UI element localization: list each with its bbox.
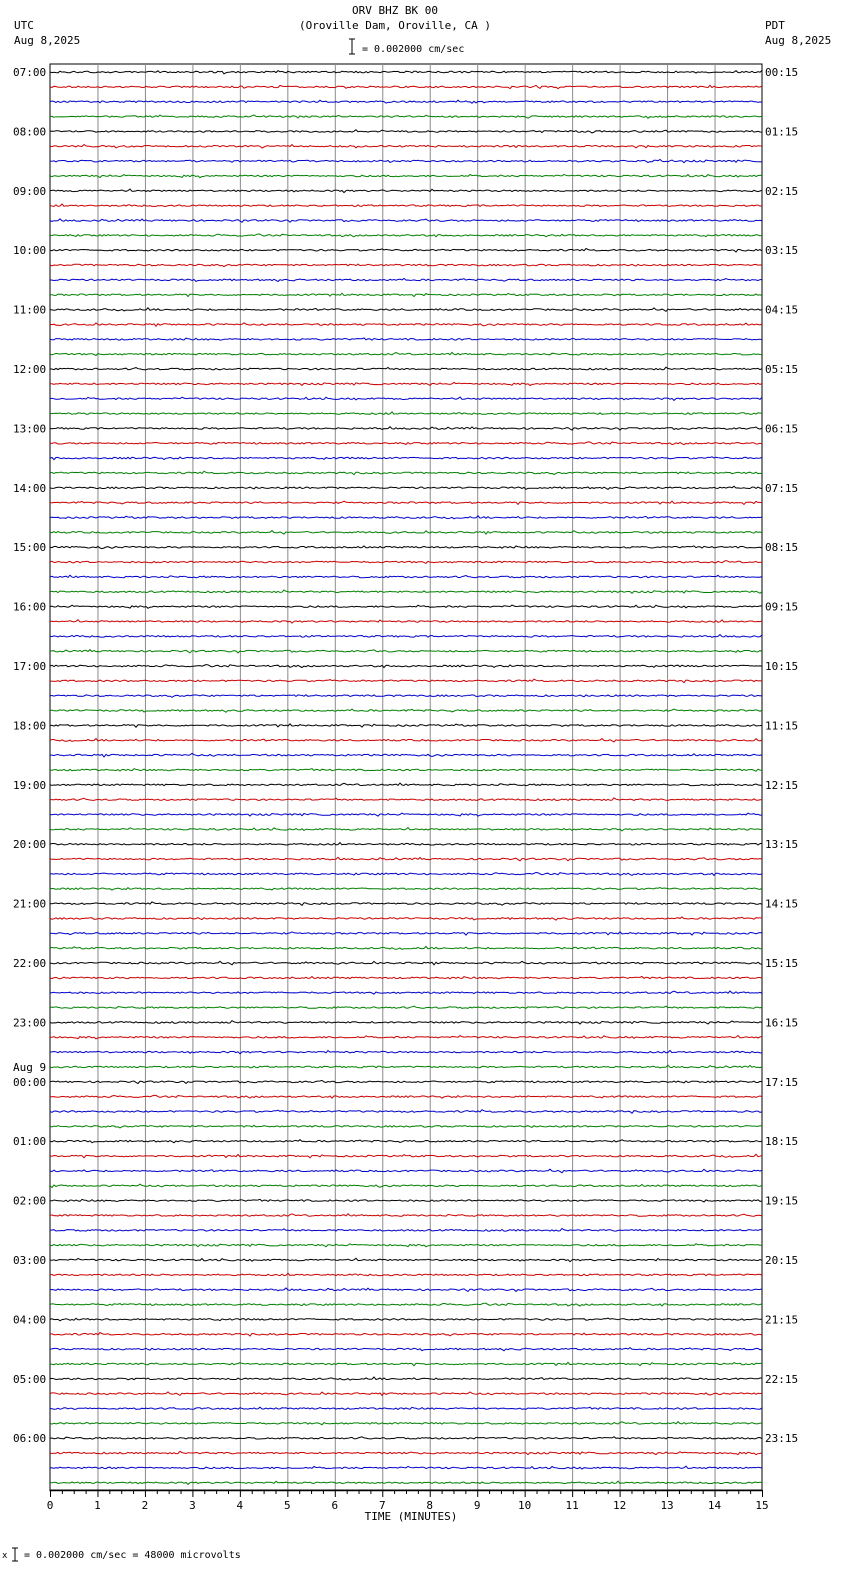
seismic-trace — [50, 204, 762, 207]
seismic-trace — [50, 873, 762, 876]
seismic-trace — [50, 308, 762, 312]
seismic-trace — [50, 946, 762, 949]
seismic-trace — [50, 516, 762, 519]
seismic-trace — [50, 1229, 762, 1232]
pdt-hour-label: 03:15 — [765, 244, 799, 258]
left-timezone: UTC — [14, 19, 34, 32]
seismic-trace — [50, 546, 762, 549]
seismic-trace — [50, 1481, 762, 1484]
scale-text: = 0.002000 cm/sec — [362, 44, 465, 55]
seismic-trace — [50, 1110, 762, 1114]
seismic-trace — [50, 115, 762, 118]
seismic-trace — [50, 857, 762, 861]
utc-hour-label: 19:00 — [13, 778, 47, 792]
x-tick-label: 9 — [473, 1499, 481, 1512]
x-tick-label: 11 — [565, 1499, 579, 1512]
seismic-traces — [50, 70, 762, 1484]
utc-hour-label: 04:00 — [13, 1313, 47, 1327]
seismic-trace — [50, 798, 762, 801]
seismic-trace — [50, 471, 762, 475]
seismic-trace — [50, 695, 762, 698]
seismic-trace — [50, 1006, 762, 1008]
seismic-trace — [50, 1362, 762, 1365]
x-tick-label: 2 — [141, 1499, 149, 1512]
seismic-trace — [50, 561, 762, 564]
pdt-hour-label: 07:15 — [765, 481, 799, 495]
utc-hour-label: 05:00 — [13, 1372, 47, 1386]
seismic-trace — [50, 501, 762, 504]
seismic-trace — [50, 427, 762, 430]
seismic-trace — [50, 1407, 762, 1409]
pdt-hour-label: 05:15 — [765, 363, 799, 376]
pdt-hour-label: 14:15 — [765, 897, 799, 911]
pdt-hour-label: 18:15 — [765, 1135, 799, 1149]
seismic-trace — [50, 739, 762, 743]
seismic-trace — [50, 1184, 762, 1187]
seismic-trace — [50, 605, 762, 608]
pdt-hour-label: 10:15 — [765, 660, 799, 673]
pdt-hour-label: 04:15 — [765, 303, 799, 317]
seismic-trace — [50, 1140, 762, 1143]
seismic-trace — [50, 174, 762, 177]
seismic-trace — [50, 1051, 762, 1054]
utc-hour-label: 00:00 — [13, 1075, 47, 1089]
seismic-trace — [50, 189, 762, 192]
seismic-trace — [50, 813, 762, 816]
seismic-trace — [50, 650, 762, 653]
seismic-trace — [50, 100, 762, 103]
seismic-trace — [50, 665, 762, 668]
x-tick-label: 1 — [94, 1499, 101, 1512]
seismic-trace — [50, 709, 762, 712]
x-tick-label: 5 — [284, 1499, 291, 1512]
seismic-trace — [50, 1214, 762, 1217]
seismic-trace — [50, 293, 762, 296]
x-tick-label: 3 — [189, 1499, 196, 1512]
x-axis-title: TIME (MINUTES) — [364, 1510, 458, 1523]
pdt-hour-label: 02:15 — [765, 184, 799, 198]
seismic-trace — [50, 1244, 762, 1247]
seismic-trace — [50, 1437, 762, 1439]
utc-hour-label: 15:00 — [13, 541, 47, 555]
seismic-trace — [50, 977, 762, 979]
seismic-trace — [50, 828, 762, 831]
x-tick-label: 10 — [518, 1499, 532, 1512]
x-tick-label: 14 — [707, 1499, 722, 1512]
seismic-trace — [50, 679, 762, 683]
seismic-trace — [50, 1288, 762, 1291]
pdt-hour-label: 13:15 — [765, 838, 799, 852]
seismic-trace — [50, 249, 762, 253]
pdt-hour-label: 21:15 — [765, 1313, 799, 1327]
pdt-hour-label: 12:15 — [765, 778, 799, 792]
seismic-trace — [50, 1258, 762, 1261]
seismic-trace — [50, 991, 762, 994]
seismic-trace — [50, 338, 762, 340]
seismic-trace — [50, 1065, 762, 1068]
seismic-trace — [50, 397, 762, 400]
footer-scale-text: = 0.002000 cm/sec = 48000 microvolts — [24, 1550, 241, 1561]
utc-hour-label: 10:00 — [13, 244, 47, 258]
footer-marker: x — [2, 1551, 8, 1561]
seismic-trace — [50, 442, 762, 445]
seismic-trace — [50, 130, 762, 133]
right-timezone: PDT — [765, 19, 785, 32]
utc-hour-label: 17:00 — [13, 660, 47, 673]
station-title: ORV BHZ BK 00 — [351, 4, 439, 17]
utc-hour-label: 13:00 — [13, 422, 47, 436]
seismic-trace — [50, 412, 762, 415]
plot-frame — [50, 64, 762, 1491]
left-date: Aug 8,2025 — [14, 34, 81, 47]
seismic-trace — [50, 352, 762, 355]
seismic-trace — [50, 783, 762, 786]
seismic-trace — [50, 769, 762, 772]
pdt-hour-label: 11:15 — [765, 719, 799, 733]
seismic-trace — [50, 724, 762, 727]
pdt-hour-label: 15:15 — [765, 957, 799, 970]
seismic-trace — [50, 145, 762, 149]
seismic-trace — [50, 1036, 762, 1039]
seismic-trace — [50, 70, 762, 73]
x-tick-label: 0 — [46, 1499, 54, 1512]
seismic-trace — [50, 383, 762, 386]
date-change-label: Aug 9 — [13, 1060, 47, 1074]
station-location: (Oroville Dam, Oroville, CA ) — [298, 19, 492, 32]
utc-hour-label: 14:00 — [13, 481, 47, 495]
pdt-hour-label: 01:15 — [765, 125, 799, 139]
seismic-trace — [50, 531, 762, 535]
x-tick-label: 7 — [378, 1499, 386, 1512]
utc-hour-label: 22:00 — [13, 957, 47, 970]
seismic-trace — [50, 1348, 762, 1351]
seismic-trace — [50, 1273, 762, 1276]
seismic-trace — [50, 278, 762, 281]
pdt-hour-label: 19:15 — [765, 1194, 799, 1208]
utc-hour-label: 12:00 — [13, 363, 47, 376]
pdt-hour-label: 00:15 — [765, 66, 799, 79]
seismic-trace — [50, 961, 762, 965]
x-tick-label: 6 — [331, 1499, 339, 1512]
seismic-trace — [50, 234, 762, 237]
seismic-trace — [50, 590, 762, 593]
seismic-trace — [50, 1080, 762, 1083]
seismic-trace — [50, 486, 762, 489]
seismic-trace — [50, 843, 762, 846]
pdt-hour-label: 20:15 — [765, 1254, 799, 1267]
seismic-trace — [50, 1021, 762, 1024]
utc-hour-label: 11:00 — [13, 303, 47, 317]
seismic-trace — [50, 888, 762, 891]
seismic-trace — [50, 1154, 762, 1158]
seismic-trace — [50, 264, 762, 267]
seismic-trace — [50, 323, 762, 326]
seismic-trace — [50, 917, 762, 920]
seismic-trace — [50, 753, 762, 757]
utc-hour-label: 02:00 — [13, 1194, 47, 1208]
seismic-trace — [50, 85, 762, 88]
x-tick-label: 8 — [426, 1499, 434, 1512]
utc-hour-label: 09:00 — [13, 184, 47, 198]
utc-hour-label: 21:00 — [13, 897, 47, 911]
utc-hour-label: 20:00 — [13, 838, 47, 852]
seismic-trace — [50, 575, 762, 578]
seismic-trace — [50, 932, 762, 935]
seismic-trace — [50, 1377, 762, 1380]
seismic-trace — [50, 1199, 762, 1202]
pdt-hour-label: 09:15 — [765, 600, 799, 614]
seismic-trace — [50, 620, 762, 623]
x-tick-label: 12 — [612, 1499, 627, 1512]
time-axis — [47, 1490, 769, 1523]
pdt-hour-label: 06:15 — [765, 422, 799, 436]
pdt-hour-label: 17:15 — [765, 1075, 799, 1089]
pdt-hour-label: 16:15 — [765, 1016, 799, 1030]
seismic-trace — [50, 635, 762, 638]
seismic-trace — [50, 1333, 762, 1337]
seismic-trace — [50, 457, 762, 460]
seismic-trace — [50, 1392, 762, 1396]
seismic-trace — [50, 1466, 762, 1469]
seismic-trace — [50, 1095, 762, 1098]
seismic-trace — [50, 1303, 762, 1306]
seismic-trace — [50, 1169, 762, 1173]
seismic-trace — [50, 1451, 762, 1454]
x-tick-label: 15 — [755, 1499, 769, 1512]
seismic-trace — [50, 1318, 762, 1321]
pdt-hour-label: 08:15 — [765, 541, 799, 555]
seismic-trace — [50, 1125, 762, 1128]
right-date: Aug 8,2025 — [765, 34, 832, 47]
seismic-trace — [50, 367, 762, 370]
seismic-trace — [50, 160, 762, 163]
utc-hour-label: 03:00 — [13, 1254, 47, 1267]
seismic-trace — [50, 902, 762, 906]
utc-hour-label: 18:00 — [13, 719, 47, 733]
seismic-trace — [50, 1422, 762, 1425]
utc-hour-label: 07:00 — [13, 66, 47, 79]
pdt-hour-label: 23:15 — [765, 1432, 799, 1446]
utc-hour-label: 01:00 — [13, 1135, 47, 1149]
utc-hour-label: 06:00 — [13, 1432, 47, 1446]
utc-hour-label: 08:00 — [13, 125, 47, 139]
x-tick-label: 13 — [660, 1499, 674, 1512]
x-tick-label: 4 — [236, 1499, 244, 1512]
minute-grid — [50, 64, 762, 1491]
utc-hour-label: 16:00 — [13, 600, 47, 614]
pdt-hour-label: 22:15 — [765, 1372, 799, 1386]
utc-hour-label: 23:00 — [13, 1016, 47, 1030]
seismic-trace — [50, 219, 762, 222]
